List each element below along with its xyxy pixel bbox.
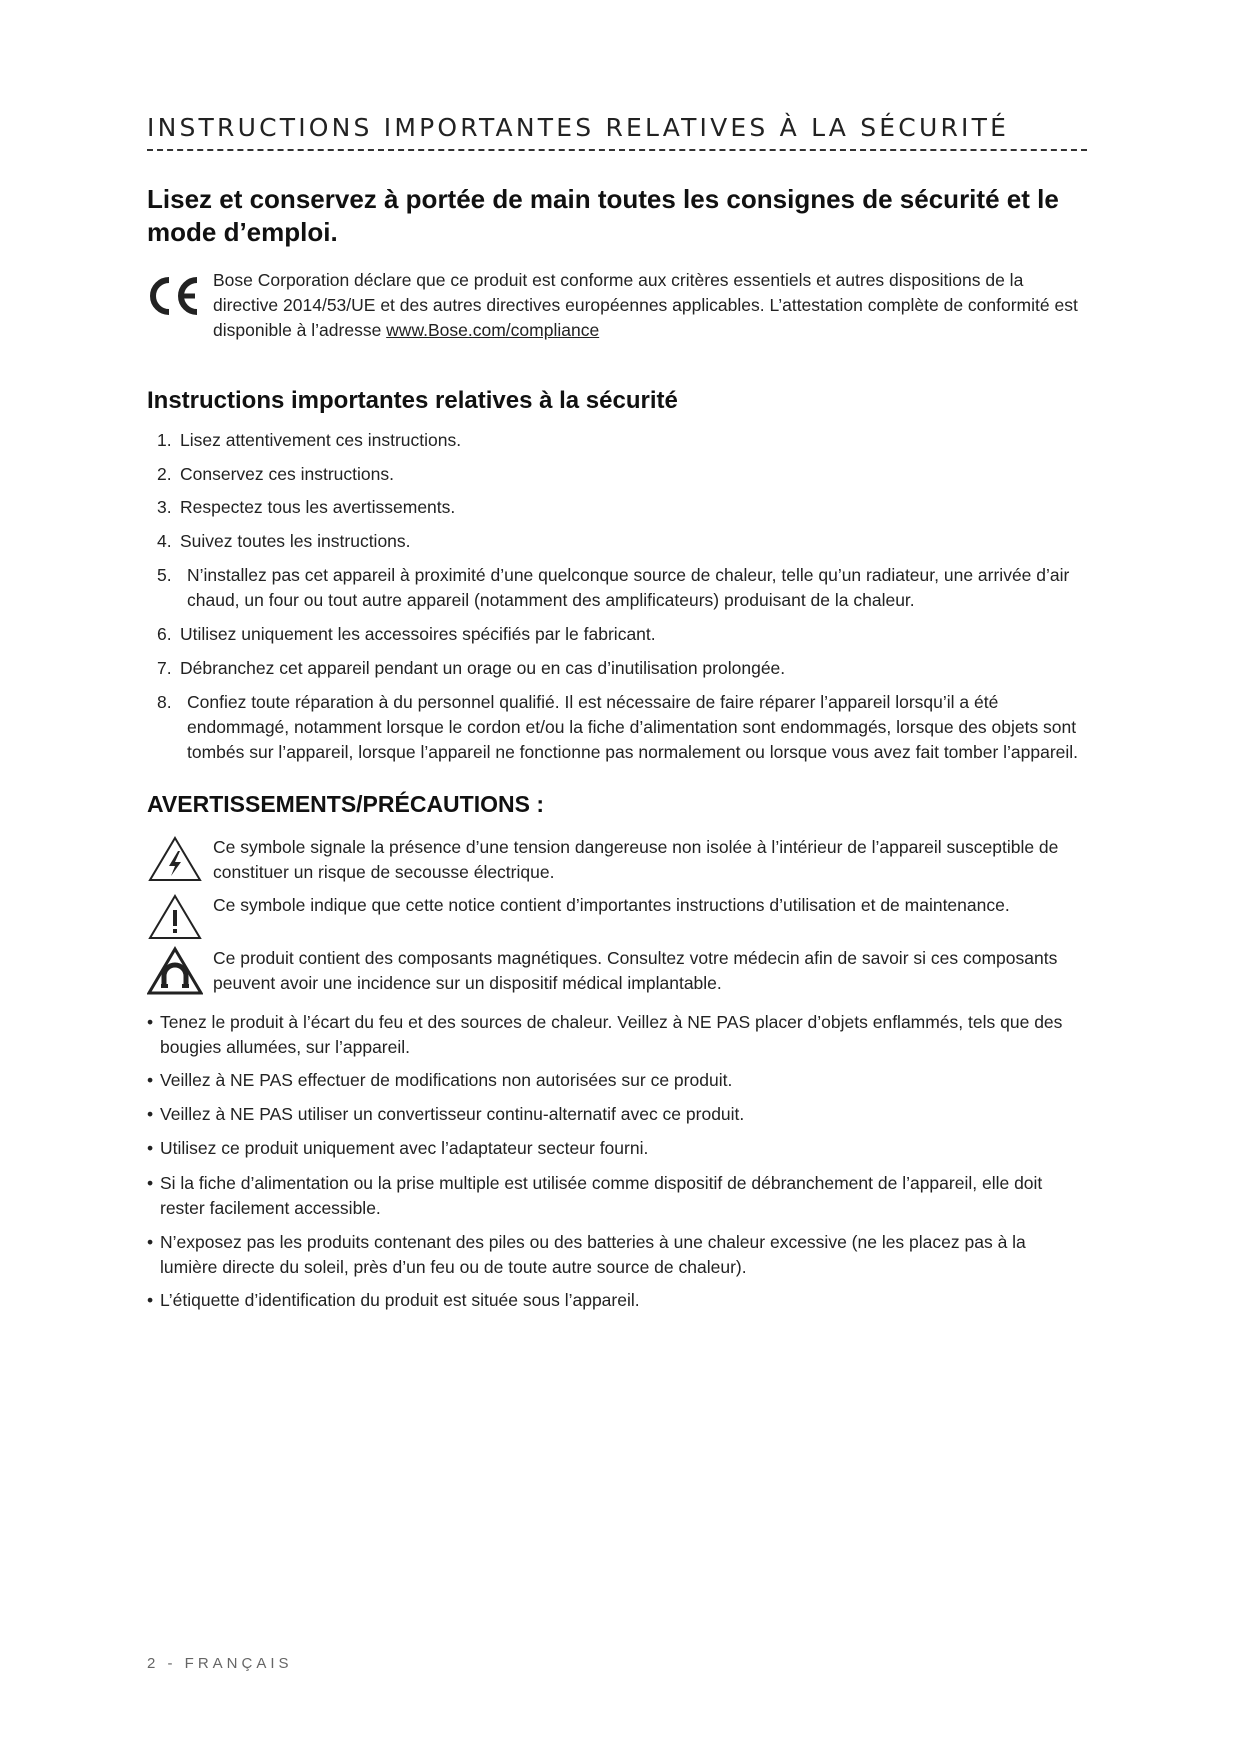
item-number: 4. (157, 531, 172, 551)
symbol-description: Ce symbole indique que cette notice contient d’importantes instructions d’utilisation et de maintenance. (213, 895, 1010, 915)
item-text: N’installez pas cet appareil à proximité d’une quelconque source de chaleur, telle qu’un radiateur, une arrivée d’air chaud, un four ou tout autre appareil (notamment des amplificateurs) produisant de la chaleur. (187, 565, 1070, 610)
bullet-dot: • (147, 1104, 154, 1124)
bullet-text: Tenez le produit à l’écart du feu et des sources de chaleur. Veillez à NE PAS placer d’objets enflammés, tels que des bougies allumées, sur l’appareil. (160, 1012, 1063, 1057)
bullet-dot: • (147, 1290, 154, 1310)
exclamation-warning-icon (147, 893, 203, 941)
item-text: Confiez toute réparation à du personnel qualifié. Il est nécessaire de faire réparer l’appareil lorsqu’il a été endommagé, notamment lorsque le cordon et/ou la fiche d’alimentation sont endommagés, lorsque des objets sont tombés sur l’appareil, lorsque l’appareil ne fonctionne pas normalement ou lorsque vous avez fait tomber l’appareil. (187, 692, 1079, 762)
bullet-text: N’exposez pas les produits contenant des piles ou des batteries à une chaleur excessive (ne les placez pas à la lumière directe du soleil, près d’un feu ou de toute autre source de chaleur). (160, 1232, 1026, 1277)
electric-shock-warning-icon (147, 835, 203, 883)
bullet-text: Si la fiche d’alimentation ou la prise multiple est utilisée comme dispositif de débranchement de l’appareil, elle doit rester facilement accessible. (160, 1173, 1043, 1218)
item-text: Respectez tous les avertissements. (180, 497, 456, 517)
symbol-description: Ce produit contient des composants magnétiques. Consultez votre médecin afin de savoir si ces composants peuvent avoir une incidence sur un dispositif médical implantable. (213, 948, 1058, 993)
compliance-link[interactable]: www.Bose.com/compliance (386, 320, 600, 340)
symbol-description: Ce symbole signale la présence d’une tension dangereuse non isolée à l’intérieur de l’appareil susceptible de constituer un risque de secousse électrique. (213, 837, 1059, 882)
item-number: 1. (157, 430, 172, 450)
item-text: Utilisez uniquement les accessoires spécifiés par le fabricant. (180, 624, 656, 644)
bullet-dot: • (147, 1232, 154, 1252)
bullet-dot: • (147, 1138, 154, 1158)
page-title: INSTRUCTIONS IMPORTANTES RELATIVES À LA SÉCURITÉ (147, 113, 1010, 142)
bullet-dot: • (147, 1173, 154, 1193)
item-number: 2. (157, 464, 172, 484)
item-text: Suivez toutes les instructions. (180, 531, 411, 551)
bullet-text: L’étiquette d’identification du produit est située sous l’appareil. (160, 1290, 640, 1310)
item-text: Lisez attentivement ces instructions. (180, 430, 462, 450)
item-number: 5. (157, 565, 172, 585)
bullet-text: Veillez à NE PAS effectuer de modifications non autorisées sur ce produit. (160, 1070, 733, 1090)
item-number: 7. (157, 658, 172, 678)
item-number: 3. (157, 497, 172, 517)
intro-heading: Lisez et conservez à portée de main toutes les consignes de sécurité et le mode d’emploi. (147, 184, 1059, 247)
compliance-statement: Bose Corporation déclare que ce produit est conforme aux critères essentiels et autres dispositions de la directive 2014/53/UE et des autres directives européennes applicables. L’attestation complète de conformité est disponible à l’adresse (213, 270, 1078, 340)
page-footer: 2 - FRANÇAIS (147, 1655, 293, 1672)
compliance-text (213, 268, 1093, 343)
item-number: 6. (157, 624, 172, 644)
bullet-text: Veillez à NE PAS utiliser un convertisseur continu-alternatif avec ce produit. (160, 1104, 745, 1124)
magnet-warning-icon (147, 946, 203, 996)
title-divider (147, 149, 1087, 151)
ce-mark-icon (147, 274, 201, 318)
bullet-dot: • (147, 1070, 154, 1090)
section-heading-safety: Instructions importantes relatives à la sécurité (147, 387, 678, 414)
bullet-dot: • (147, 1012, 154, 1032)
item-text: Conservez ces instructions. (180, 464, 394, 484)
warnings-heading: AVERTISSEMENTS/PRÉCAUTIONS : (147, 791, 544, 817)
item-number: 8. (157, 692, 172, 712)
bullet-text: Utilisez ce produit uniquement avec l’adaptateur secteur fourni. (160, 1138, 649, 1158)
item-text: Débranchez cet appareil pendant un orage ou en cas d’inutilisation prolongée. (180, 658, 786, 678)
